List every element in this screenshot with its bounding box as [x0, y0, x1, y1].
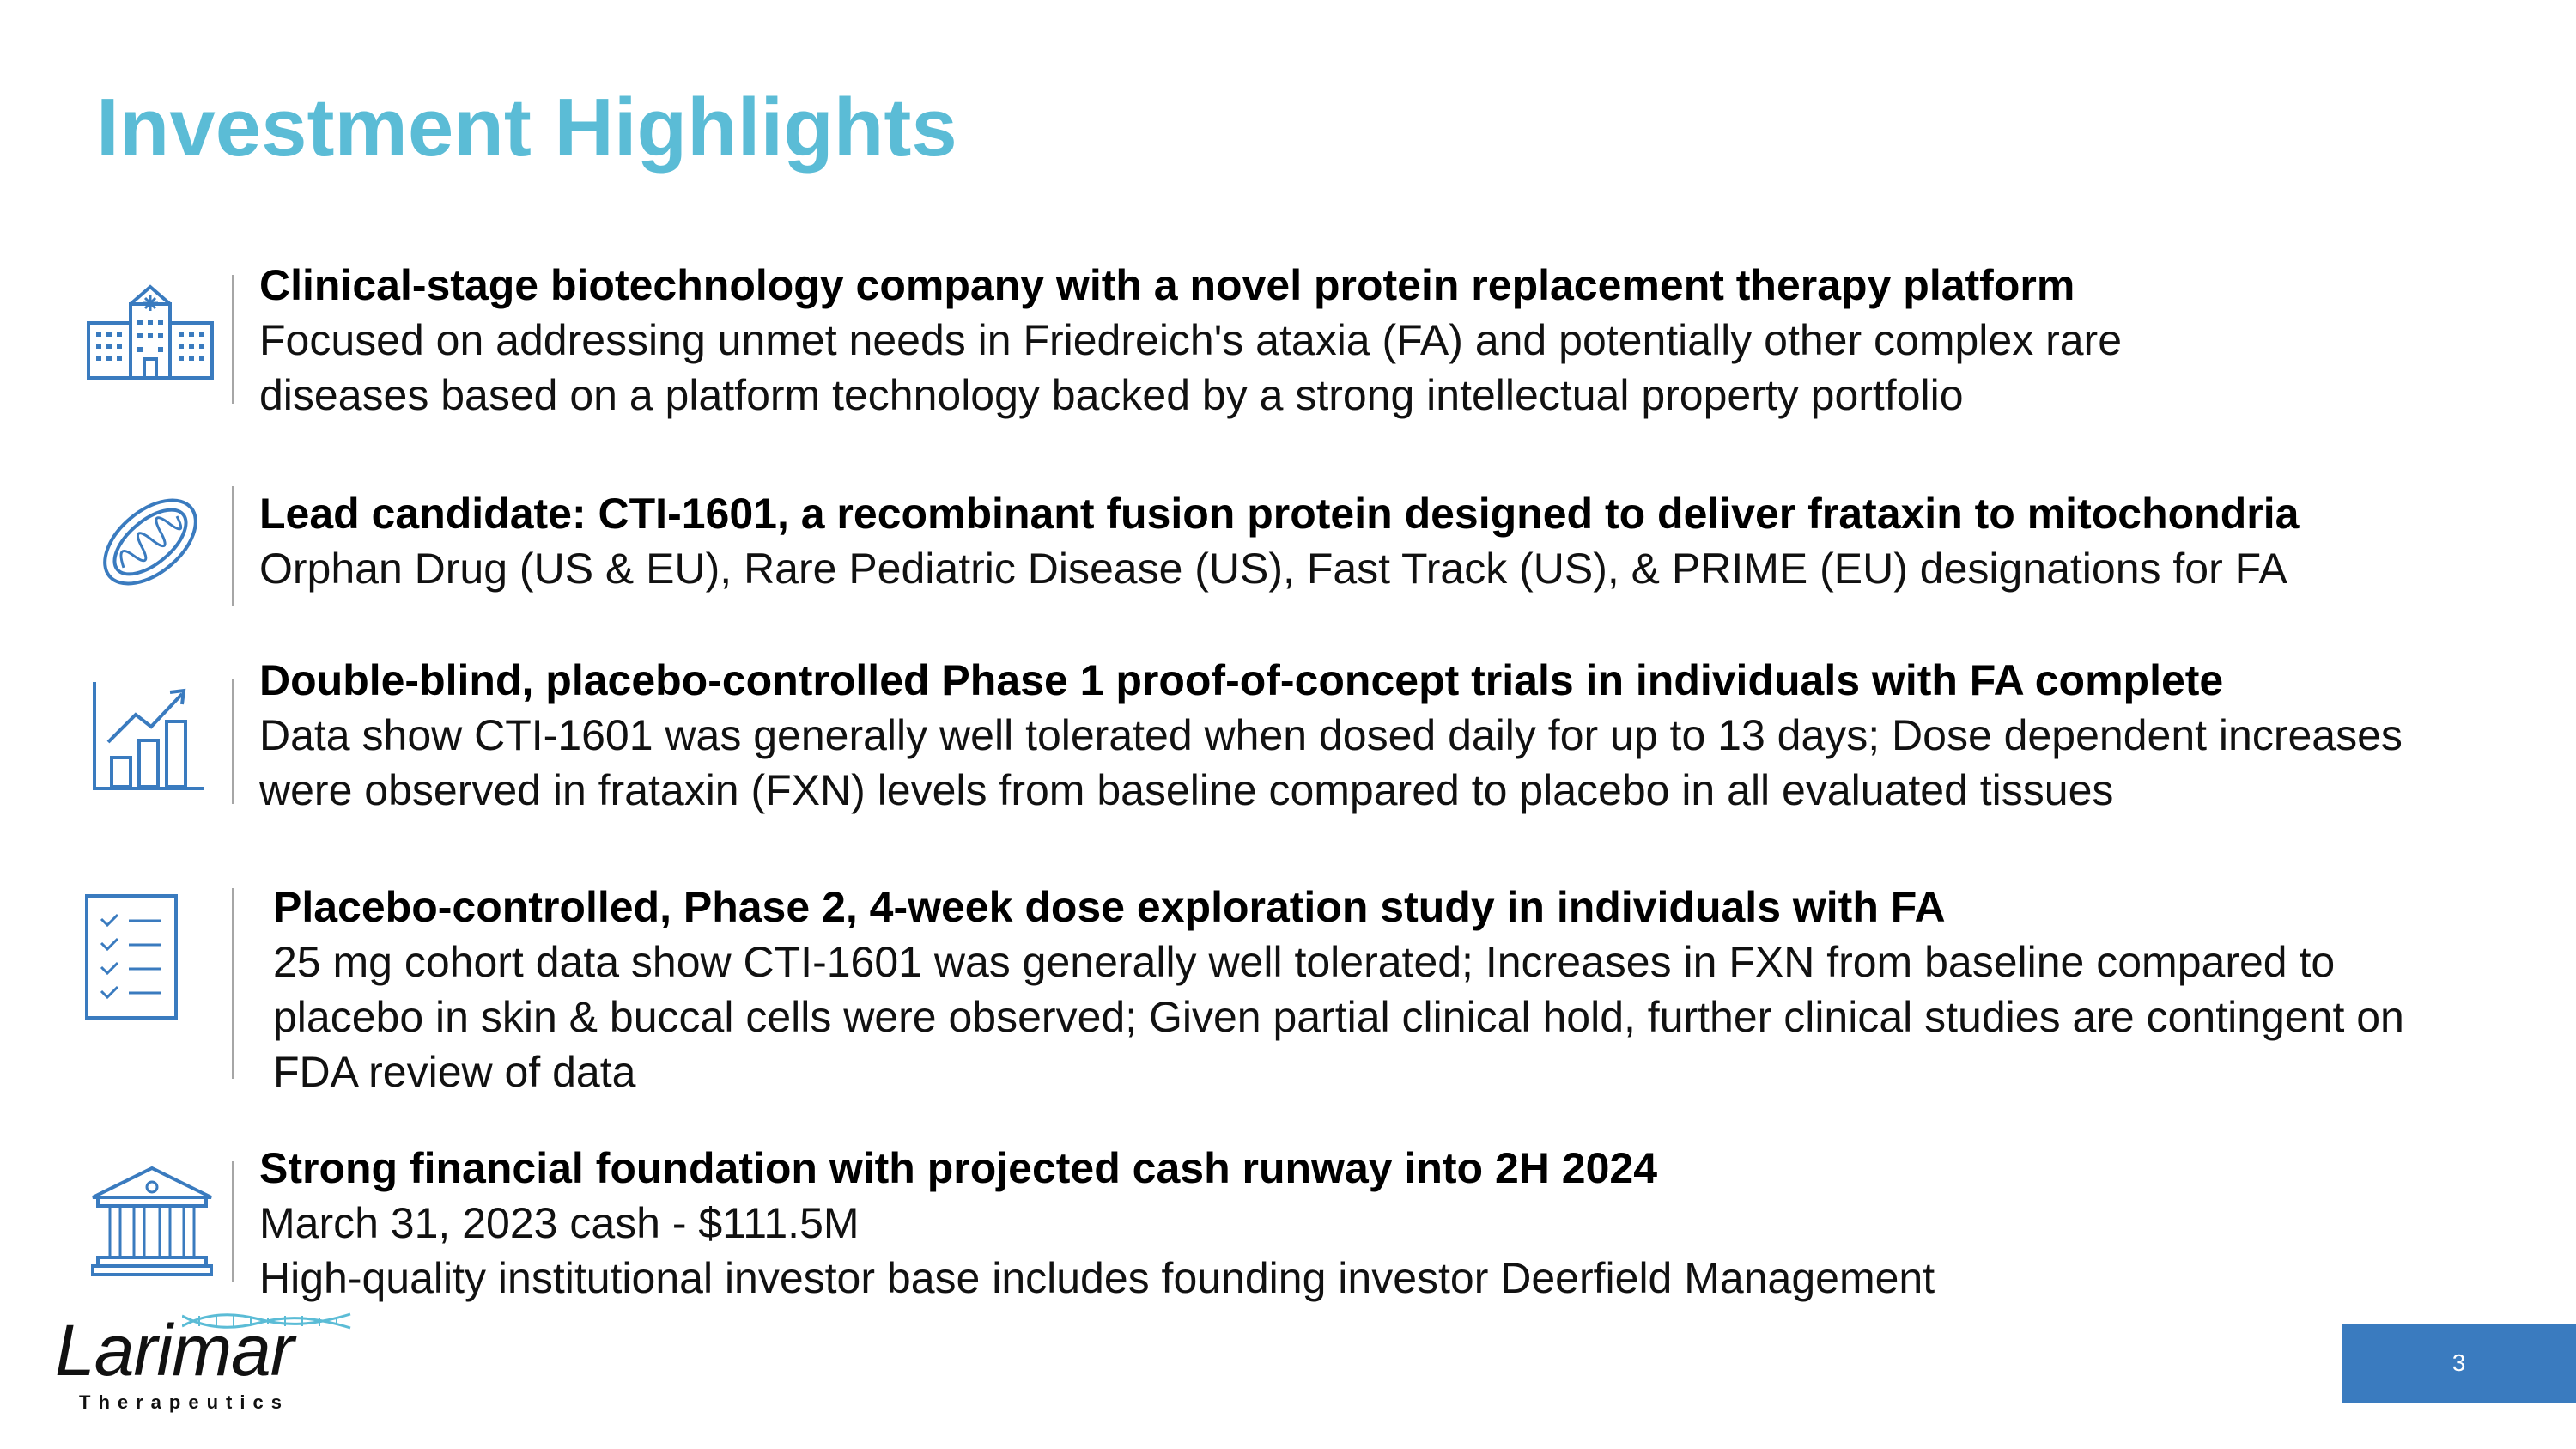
page-title: Investment Highlights: [96, 82, 957, 174]
highlight-text: [259, 1141, 2561, 1306]
page-number: 3: [2451, 1349, 2466, 1376]
highlight-line: diseases based on a platform technology backed by a strong intellectual property portfolio: [259, 371, 1964, 419]
divider: [232, 1161, 234, 1282]
highlight-line: FDA review of data: [273, 1048, 636, 1096]
highlight-line: were observed in frataxin (FXN) levels from baseline compared to placebo in all evaluated tissues: [259, 766, 2114, 814]
highlight-text: [273, 880, 2574, 1099]
growth-chart-icon: [91, 679, 208, 794]
highlight-text: [259, 258, 2561, 423]
highlight-heading: Strong financial foundation with projected cash runway into 2H 2024: [259, 1144, 1658, 1192]
divider: [232, 486, 234, 606]
highlight-line: March 31, 2023 cash - $111.5M: [259, 1199, 860, 1247]
highlight-text: [259, 486, 2561, 596]
highlight-heading: Clinical-stage biotechnology company with a novel protein replacement therapy platform: [259, 261, 2075, 309]
bank-icon: [89, 1165, 215, 1278]
highlight-line: 25 mg cohort data show CTI-1601 was generally well tolerated; Increases in FXN from baseline compared to: [273, 938, 2336, 986]
divider: [232, 679, 234, 804]
highlight-text: [259, 653, 2561, 818]
hospital-icon: [86, 273, 215, 380]
mitochondria-icon: [94, 486, 206, 598]
checklist-icon: [84, 893, 180, 1022]
divider: [232, 275, 234, 404]
highlight-line: Data show CTI-1601 was generally well tolerated when dosed daily for up to 13 days; Dose dependent increases: [259, 711, 2403, 759]
highlight-heading: Lead candidate: CTI-1601, a recombinant fusion protein designed to deliver frataxin to mitochondria: [259, 490, 2300, 538]
highlight-line: Focused on addressing unmet needs in Friedreich's ataxia (FA) and potentially other complex rare: [259, 316, 2123, 364]
page-number-box: [2342, 1324, 2576, 1403]
highlight-heading: Double-blind, placebo-controlled Phase 1 proof-of-concept trials in individuals with FA complete: [259, 656, 2224, 704]
highlight-line: placebo in skin & buccal cells were observed; Given partial clinical hold, further clinical studies are contingent on: [273, 993, 2404, 1041]
highlight-heading: Placebo-controlled, Phase 2, 4-week dose exploration study in individuals with FA: [273, 883, 1946, 931]
logo-tagline: Therapeutics: [79, 1391, 289, 1413]
company-logo: [53, 1310, 311, 1417]
divider: [232, 888, 234, 1079]
highlight-line: Orphan Drug (US & EU), Rare Pediatric Disease (US), Fast Track (US), & PRIME (EU) designations for FA: [259, 545, 2287, 593]
logo-wordmark: Larimar: [55, 1310, 294, 1391]
highlight-line: High-quality institutional investor base includes founding investor Deerfield Management: [259, 1254, 1935, 1302]
